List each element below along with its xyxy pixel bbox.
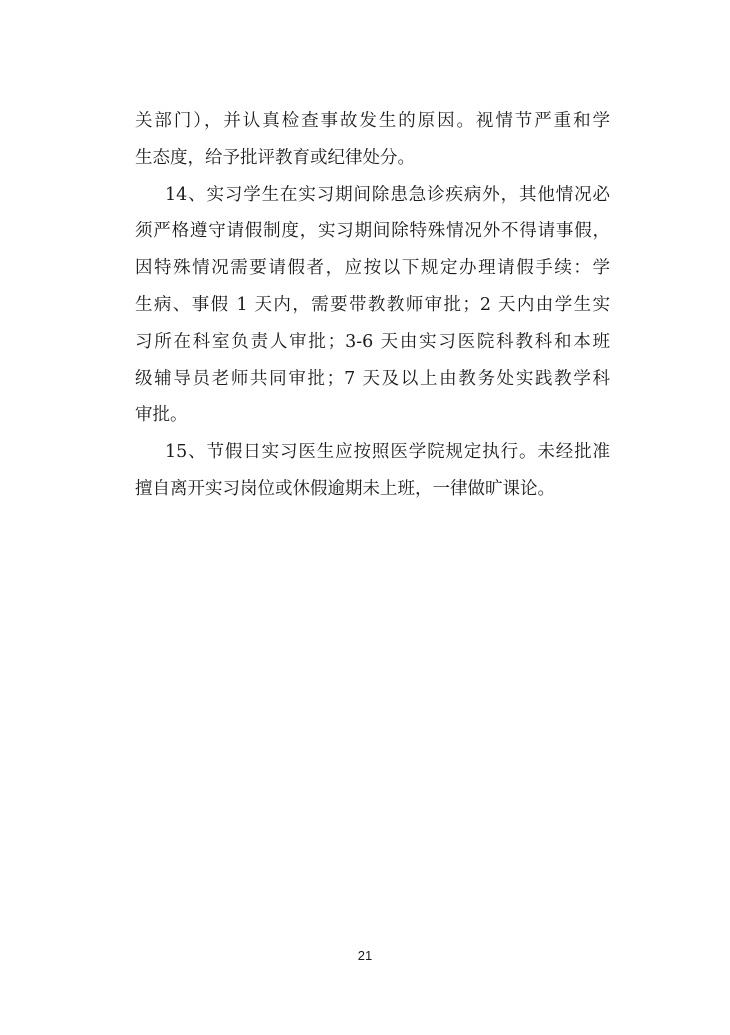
text-line: 15、节假日实习医生应按照医学院规定执行。未经批准	[165, 442, 610, 463]
paragraph-item-15	[135, 434, 610, 508]
text-line: 习所在科室负责人审批；3-6 天由实习医院科教科和本班	[135, 331, 610, 352]
document-body	[135, 103, 610, 508]
text-line: 关部门），并认真检查事故发生的原因。视情节严重和学	[135, 111, 610, 131]
text-line: 级辅导员老师共同审批；7 天及以上由教务处实践教学科	[135, 368, 610, 389]
page-number: 21	[357, 948, 373, 963]
text-line: 生病、事假 1 天内，需要带教教师审批；2 天内由学生实	[135, 294, 610, 315]
text-line: 擅自离开实习岗位或休假逾期未上班，一律做旷课论。	[135, 478, 555, 499]
text-line: 审批。	[135, 405, 188, 426]
text-line: 生态度，给予批评教育或纪律处分。	[135, 147, 415, 168]
text-line: 因特殊情况需要请假者，应按以下规定办理请假手续：学	[135, 258, 610, 279]
paragraph-continuation	[135, 103, 610, 177]
text-line: 须严格遵守请假制度，实习期间除特殊情况外不得请事假，	[135, 221, 610, 242]
text-line: 14、实习学生在实习期间除患急诊疾病外，其他情况必	[165, 184, 610, 205]
paragraph-item-14	[135, 177, 610, 435]
